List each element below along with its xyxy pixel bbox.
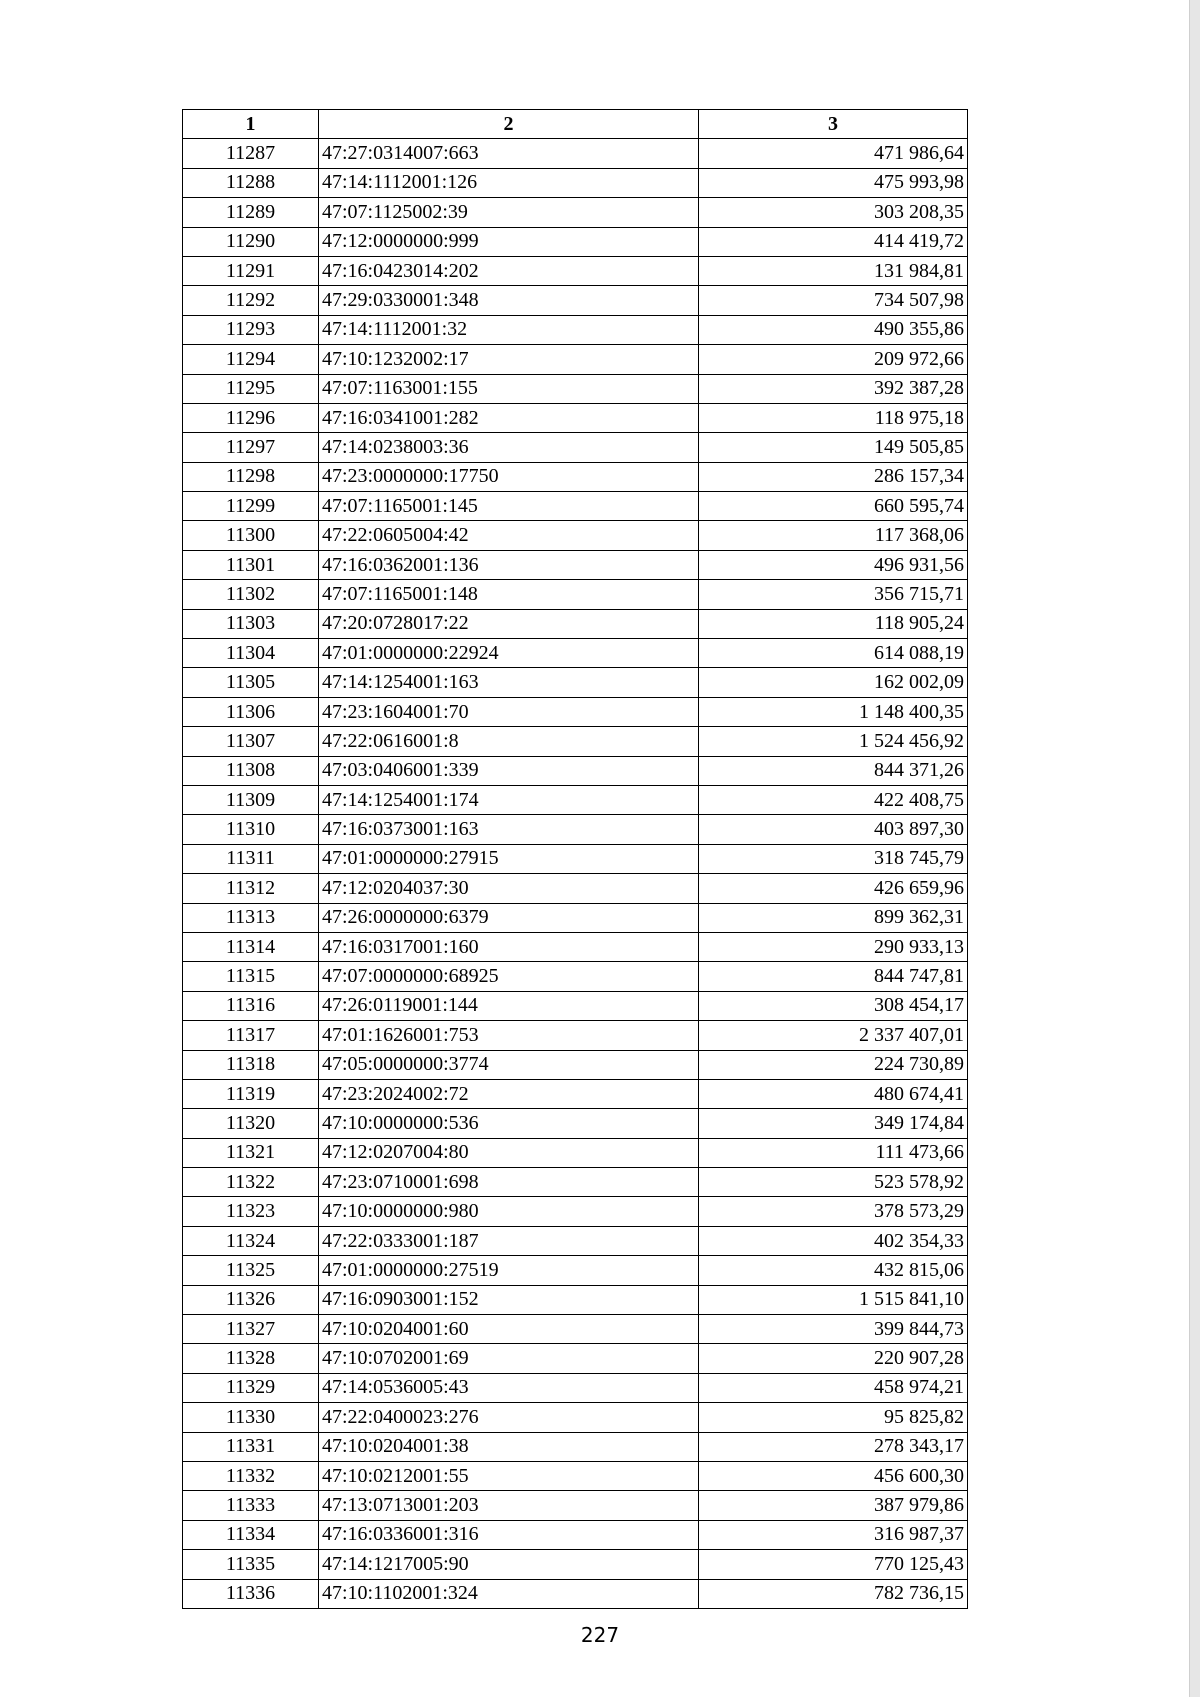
table-row — [183, 492, 968, 521]
table-row — [183, 1432, 968, 1461]
table-row — [183, 1138, 968, 1167]
table-row — [183, 639, 968, 668]
cadastral-number-cell: 47:01:0000000:27519 — [319, 1256, 699, 1285]
value-cell: 844 371,26 — [699, 756, 968, 785]
table-row — [183, 345, 968, 374]
row-number-cell: 11336 — [183, 1579, 319, 1608]
row-number-cell: 11307 — [183, 727, 319, 756]
registry-table — [182, 109, 968, 1609]
value-cell: 496 931,56 — [699, 550, 968, 579]
row-number-cell: 11305 — [183, 668, 319, 697]
cadastral-number-cell: 47:07:1163001:155 — [319, 374, 699, 403]
value-cell: 471 986,64 — [699, 139, 968, 168]
table-row — [183, 1491, 968, 1520]
value-cell: 432 815,06 — [699, 1256, 968, 1285]
value-cell: 458 974,21 — [699, 1373, 968, 1402]
cadastral-number-cell: 47:16:0373001:163 — [319, 815, 699, 844]
table-row — [183, 198, 968, 227]
value-cell: 118 905,24 — [699, 609, 968, 638]
value-cell: 523 578,92 — [699, 1168, 968, 1197]
value-cell: 456 600,30 — [699, 1461, 968, 1490]
value-cell: 1 148 400,35 — [699, 697, 968, 726]
value-cell: 480 674,41 — [699, 1079, 968, 1108]
cadastral-number-cell: 47:14:1217005:90 — [319, 1550, 699, 1579]
row-number-cell: 11327 — [183, 1315, 319, 1344]
table-row — [183, 1579, 968, 1608]
table-row — [183, 903, 968, 932]
table-row — [183, 609, 968, 638]
cadastral-number-cell: 47:16:0341001:282 — [319, 403, 699, 432]
value-cell: 899 362,31 — [699, 903, 968, 932]
cadastral-number-cell: 47:13:0713001:203 — [319, 1491, 699, 1520]
row-number-cell: 11315 — [183, 962, 319, 991]
cadastral-number-cell: 47:01:0000000:27915 — [319, 844, 699, 873]
row-number-cell: 11300 — [183, 521, 319, 550]
value-cell: 387 979,86 — [699, 1491, 968, 1520]
cadastral-number-cell: 47:22:0333001:187 — [319, 1226, 699, 1255]
cadastral-number-cell: 47:10:0702001:69 — [319, 1344, 699, 1373]
cadastral-number-cell: 47:26:0000000:6379 — [319, 903, 699, 932]
table-row — [183, 403, 968, 432]
row-number-cell: 11310 — [183, 815, 319, 844]
value-cell: 278 343,17 — [699, 1432, 968, 1461]
table-body — [183, 139, 968, 1609]
table-row — [183, 697, 968, 726]
table-row — [183, 962, 968, 991]
table-row — [183, 1461, 968, 1490]
cadastral-number-cell: 47:05:0000000:3774 — [319, 1050, 699, 1079]
value-cell: 403 897,30 — [699, 815, 968, 844]
value-cell: 490 355,86 — [699, 315, 968, 344]
row-number-cell: 11316 — [183, 991, 319, 1020]
table-row — [183, 1197, 968, 1226]
table-row — [183, 756, 968, 785]
cadastral-number-cell: 47:12:0207004:80 — [319, 1138, 699, 1167]
cadastral-number-cell: 47:07:0000000:68925 — [319, 962, 699, 991]
cadastral-number-cell: 47:14:0536005:43 — [319, 1373, 699, 1402]
cadastral-number-cell: 47:10:1102001:324 — [319, 1579, 699, 1608]
column-header-2: 2 — [319, 110, 699, 139]
value-cell: 308 454,17 — [699, 991, 968, 1020]
row-number-cell: 11323 — [183, 1197, 319, 1226]
table-row — [183, 521, 968, 550]
row-number-cell: 11322 — [183, 1168, 319, 1197]
value-cell: 1 515 841,10 — [699, 1285, 968, 1314]
table-row — [183, 315, 968, 344]
cadastral-number-cell: 47:22:0605004:42 — [319, 521, 699, 550]
cadastral-number-cell: 47:27:0314007:663 — [319, 139, 699, 168]
table-row — [183, 1168, 968, 1197]
row-number-cell: 11298 — [183, 462, 319, 491]
value-cell: 220 907,28 — [699, 1344, 968, 1373]
value-cell: 402 354,33 — [699, 1226, 968, 1255]
cadastral-number-cell: 47:16:0423014:202 — [319, 256, 699, 285]
cadastral-number-cell: 47:16:0903001:152 — [319, 1285, 699, 1314]
table-row — [183, 374, 968, 403]
row-number-cell: 11302 — [183, 580, 319, 609]
row-number-cell: 11306 — [183, 697, 319, 726]
table-row — [183, 1550, 968, 1579]
row-number-cell: 11331 — [183, 1432, 319, 1461]
table-row — [183, 991, 968, 1020]
cadastral-number-cell: 47:14:1254001:163 — [319, 668, 699, 697]
table-row — [183, 1373, 968, 1402]
cadastral-number-cell: 47:23:2024002:72 — [319, 1079, 699, 1108]
row-number-cell: 11330 — [183, 1403, 319, 1432]
table-header — [183, 110, 968, 139]
value-cell: 414 419,72 — [699, 227, 968, 256]
value-cell: 426 659,96 — [699, 874, 968, 903]
table-row — [183, 286, 968, 315]
row-number-cell: 11303 — [183, 609, 319, 638]
row-number-cell: 11295 — [183, 374, 319, 403]
value-cell: 224 730,89 — [699, 1050, 968, 1079]
row-number-cell: 11312 — [183, 874, 319, 903]
table-row — [183, 874, 968, 903]
table-row — [183, 1315, 968, 1344]
row-number-cell: 11317 — [183, 1021, 319, 1050]
value-cell: 770 125,43 — [699, 1550, 968, 1579]
table-row — [183, 227, 968, 256]
row-number-cell: 11288 — [183, 168, 319, 197]
value-cell: 303 208,35 — [699, 198, 968, 227]
table-row — [183, 1256, 968, 1285]
row-number-cell: 11308 — [183, 756, 319, 785]
value-cell: 614 088,19 — [699, 639, 968, 668]
table-row — [183, 1285, 968, 1314]
value-cell: 286 157,34 — [699, 462, 968, 491]
cadastral-number-cell: 47:14:1112001:32 — [319, 315, 699, 344]
table-header-row — [183, 110, 968, 139]
value-cell: 392 387,28 — [699, 374, 968, 403]
table-row — [183, 256, 968, 285]
cadastral-number-cell: 47:22:0616001:8 — [319, 727, 699, 756]
value-cell: 356 715,71 — [699, 580, 968, 609]
row-number-cell: 11289 — [183, 198, 319, 227]
row-number-cell: 11297 — [183, 433, 319, 462]
row-number-cell: 11321 — [183, 1138, 319, 1167]
table-row — [183, 815, 968, 844]
row-number-cell: 11332 — [183, 1461, 319, 1490]
row-number-cell: 11293 — [183, 315, 319, 344]
row-number-cell: 11328 — [183, 1344, 319, 1373]
table-row — [183, 462, 968, 491]
page-right-edge — [1189, 0, 1200, 1697]
row-number-cell: 11294 — [183, 345, 319, 374]
row-number-cell: 11335 — [183, 1550, 319, 1579]
value-cell: 734 507,98 — [699, 286, 968, 315]
cadastral-number-cell: 47:29:0330001:348 — [319, 286, 699, 315]
cadastral-number-cell: 47:07:1165001:148 — [319, 580, 699, 609]
value-cell: 422 408,75 — [699, 785, 968, 814]
table-row — [183, 139, 968, 168]
cadastral-number-cell: 47:23:1604001:70 — [319, 697, 699, 726]
value-cell: 399 844,73 — [699, 1315, 968, 1344]
column-header-3: 3 — [699, 110, 968, 139]
value-cell: 111 473,66 — [699, 1138, 968, 1167]
cadastral-number-cell: 47:03:0406001:339 — [319, 756, 699, 785]
table-row — [183, 580, 968, 609]
table-row — [183, 844, 968, 873]
row-number-cell: 11309 — [183, 785, 319, 814]
table-row — [183, 168, 968, 197]
cadastral-number-cell: 47:10:0212001:55 — [319, 1461, 699, 1490]
table-row — [183, 785, 968, 814]
row-number-cell: 11313 — [183, 903, 319, 932]
cadastral-number-cell: 47:07:1125002:39 — [319, 198, 699, 227]
table-row — [183, 550, 968, 579]
row-number-cell: 11318 — [183, 1050, 319, 1079]
value-cell: 660 595,74 — [699, 492, 968, 521]
table-row — [183, 1403, 968, 1432]
row-number-cell: 11319 — [183, 1079, 319, 1108]
table-row — [183, 1520, 968, 1549]
row-number-cell: 11329 — [183, 1373, 319, 1402]
value-cell: 117 368,06 — [699, 521, 968, 550]
table-row — [183, 727, 968, 756]
cadastral-number-cell: 47:16:0336001:316 — [319, 1520, 699, 1549]
row-number-cell: 11299 — [183, 492, 319, 521]
row-number-cell: 11296 — [183, 403, 319, 432]
value-cell: 316 987,37 — [699, 1520, 968, 1549]
cadastral-number-cell: 47:20:0728017:22 — [319, 609, 699, 638]
value-cell: 209 972,66 — [699, 345, 968, 374]
value-cell: 290 933,13 — [699, 932, 968, 961]
row-number-cell: 11334 — [183, 1520, 319, 1549]
value-cell: 318 745,79 — [699, 844, 968, 873]
row-number-cell: 11287 — [183, 139, 319, 168]
cadastral-number-cell: 47:14:1112001:126 — [319, 168, 699, 197]
row-number-cell: 11301 — [183, 550, 319, 579]
cadastral-number-cell: 47:10:0000000:536 — [319, 1109, 699, 1138]
table-row — [183, 1344, 968, 1373]
page-number: 227 — [580, 1623, 620, 1647]
cadastral-number-cell: 47:22:0400023:276 — [319, 1403, 699, 1432]
row-number-cell: 11292 — [183, 286, 319, 315]
value-cell: 149 505,85 — [699, 433, 968, 462]
cadastral-number-cell: 47:01:0000000:22924 — [319, 639, 699, 668]
row-number-cell: 11314 — [183, 932, 319, 961]
row-number-cell: 11291 — [183, 256, 319, 285]
cadastral-number-cell: 47:12:0204037:30 — [319, 874, 699, 903]
cadastral-number-cell: 47:16:0317001:160 — [319, 932, 699, 961]
table-row — [183, 1021, 968, 1050]
cadastral-number-cell: 47:14:0238003:36 — [319, 433, 699, 462]
cadastral-number-cell: 47:23:0710001:698 — [319, 1168, 699, 1197]
table-row — [183, 668, 968, 697]
cadastral-number-cell: 47:16:0362001:136 — [319, 550, 699, 579]
cadastral-number-cell: 47:10:0204001:60 — [319, 1315, 699, 1344]
cadastral-number-cell: 47:23:0000000:17750 — [319, 462, 699, 491]
cadastral-number-cell: 47:26:0119001:144 — [319, 991, 699, 1020]
row-number-cell: 11326 — [183, 1285, 319, 1314]
row-number-cell: 11290 — [183, 227, 319, 256]
cadastral-number-cell: 47:14:1254001:174 — [319, 785, 699, 814]
value-cell: 131 984,81 — [699, 256, 968, 285]
value-cell: 782 736,15 — [699, 1579, 968, 1608]
value-cell: 95 825,82 — [699, 1403, 968, 1432]
row-number-cell: 11325 — [183, 1256, 319, 1285]
table-row — [183, 433, 968, 462]
table-row — [183, 1050, 968, 1079]
table-row — [183, 1079, 968, 1108]
row-number-cell: 11333 — [183, 1491, 319, 1520]
column-header-1: 1 — [183, 110, 319, 139]
cadastral-number-cell: 47:10:0000000:980 — [319, 1197, 699, 1226]
table-row — [183, 932, 968, 961]
value-cell: 844 747,81 — [699, 962, 968, 991]
value-cell: 118 975,18 — [699, 403, 968, 432]
value-cell: 1 524 456,92 — [699, 727, 968, 756]
row-number-cell: 11311 — [183, 844, 319, 873]
value-cell: 2 337 407,01 — [699, 1021, 968, 1050]
row-number-cell: 11304 — [183, 639, 319, 668]
value-cell: 475 993,98 — [699, 168, 968, 197]
cadastral-number-cell: 47:10:1232002:17 — [319, 345, 699, 374]
value-cell: 162 002,09 — [699, 668, 968, 697]
cadastral-number-cell: 47:01:1626001:753 — [319, 1021, 699, 1050]
value-cell: 349 174,84 — [699, 1109, 968, 1138]
table-row — [183, 1226, 968, 1255]
row-number-cell: 11324 — [183, 1226, 319, 1255]
cadastral-number-cell: 47:12:0000000:999 — [319, 227, 699, 256]
cadastral-number-cell: 47:10:0204001:38 — [319, 1432, 699, 1461]
cadastral-number-cell: 47:07:1165001:145 — [319, 492, 699, 521]
table-row — [183, 1109, 968, 1138]
row-number-cell: 11320 — [183, 1109, 319, 1138]
value-cell: 378 573,29 — [699, 1197, 968, 1226]
